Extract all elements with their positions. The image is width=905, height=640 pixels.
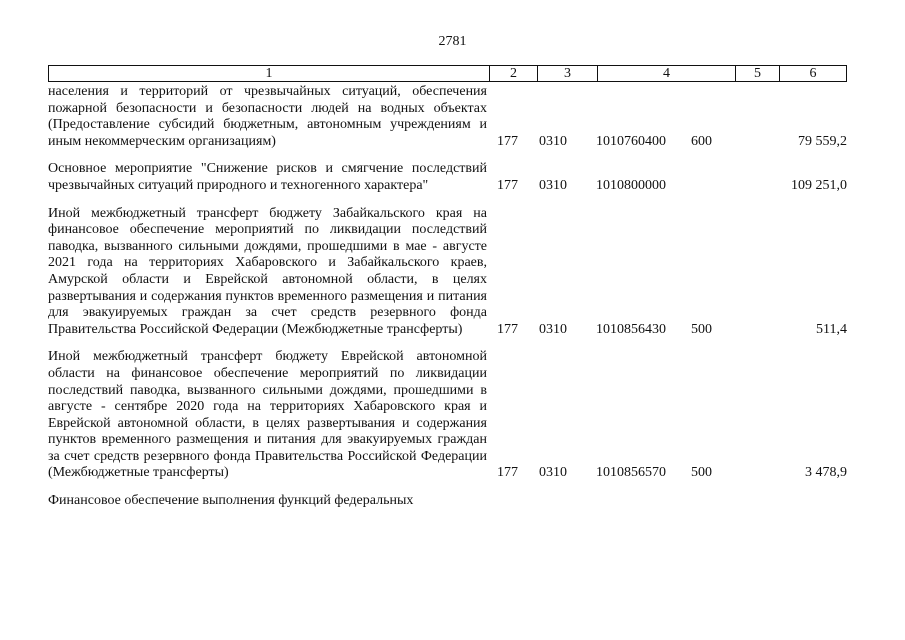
header-col-5: 5 [736,66,780,81]
row-section-code: 0310 [539,133,567,149]
row-description: Иной межбюджетный трансферт бюджету Еврейской автономной области на финансовое обеспечение мероприятий по ликвидации последствий паводка, вызванного сильными дождями, прошедшими в августе - сентябре 2020 года на территориях Хабаровского края и Еврейской автономной области, в целях развертывания и содержания пунктов временного размещения и питания для эвакуируемых граждан за счет средств резервного фонда Правительства Российской Федерации (Межбюджетные трансферты) [48,349,487,481]
header-col-4: 4 [598,66,736,81]
table-row [48,349,847,482]
row-ministry-code: 177 [497,321,518,337]
header-col-2: 2 [490,66,538,81]
table-row [48,161,847,194]
row-expense-type: 500 [691,465,712,481]
page-number: 2781 [438,34,467,49]
row-ministry-code: 177 [497,177,518,193]
row-section-code: 0310 [539,177,567,193]
row-description: Основное мероприятие "Снижение рисков и смягчение последствий чрезвычайных ситуаций природного и техногенного характера" [48,161,487,193]
row-target-code: 1010856430 [596,321,666,337]
row-target-code: 1010760400 [596,133,666,149]
row-amount: 79 559,2 [798,133,847,149]
row-amount: 3 478,9 [805,465,847,481]
table-header [48,65,847,82]
row-amount: 511,4 [816,321,847,337]
table-row [48,206,847,339]
table-body [48,84,847,521]
row-section-code: 0310 [539,321,567,337]
row-amount: 109 251,0 [791,177,847,193]
row-ministry-code: 177 [497,133,518,149]
row-description: Иной межбюджетный трансферт бюджету Забайкальского края на финансовое обеспечение мероприятий по ликвидации последствий паводка, вызванного сильными дождями, прошедшими в мае - августе 2021 года на территориях Хабаровского и Забайкальского краев, Амурской области и Еврейской автономной области, в целях развертывания и содержания пунктов временного размещения и питания для эвакуируемых граждан за счет средств резервного фонда Правительства Российской Федерации (Межбюджетные трансферты) [48,205,487,337]
header-col-3: 3 [538,66,598,81]
row-description: населения и территорий от чрезвычайных ситуаций, обеспечения пожарной безопасности и безопасности людей на водных объектах (Предоставление субсидий бюджетным, автономным учреждениям и иным некоммерческим организациям) [48,84,487,149]
row-target-code: 1010856570 [596,465,666,481]
row-section-code: 0310 [539,465,567,481]
table-row [48,493,847,510]
row-target-code: 1010800000 [596,177,666,193]
row-expense-type: 600 [691,133,712,149]
header-col-1: 1 [49,66,490,81]
row-expense-type: 500 [691,321,712,337]
table-row [48,84,847,150]
row-description: Финансовое обеспечение выполнения функций федеральных [48,493,414,509]
header-col-6: 6 [809,66,817,81]
row-ministry-code: 177 [497,465,518,481]
